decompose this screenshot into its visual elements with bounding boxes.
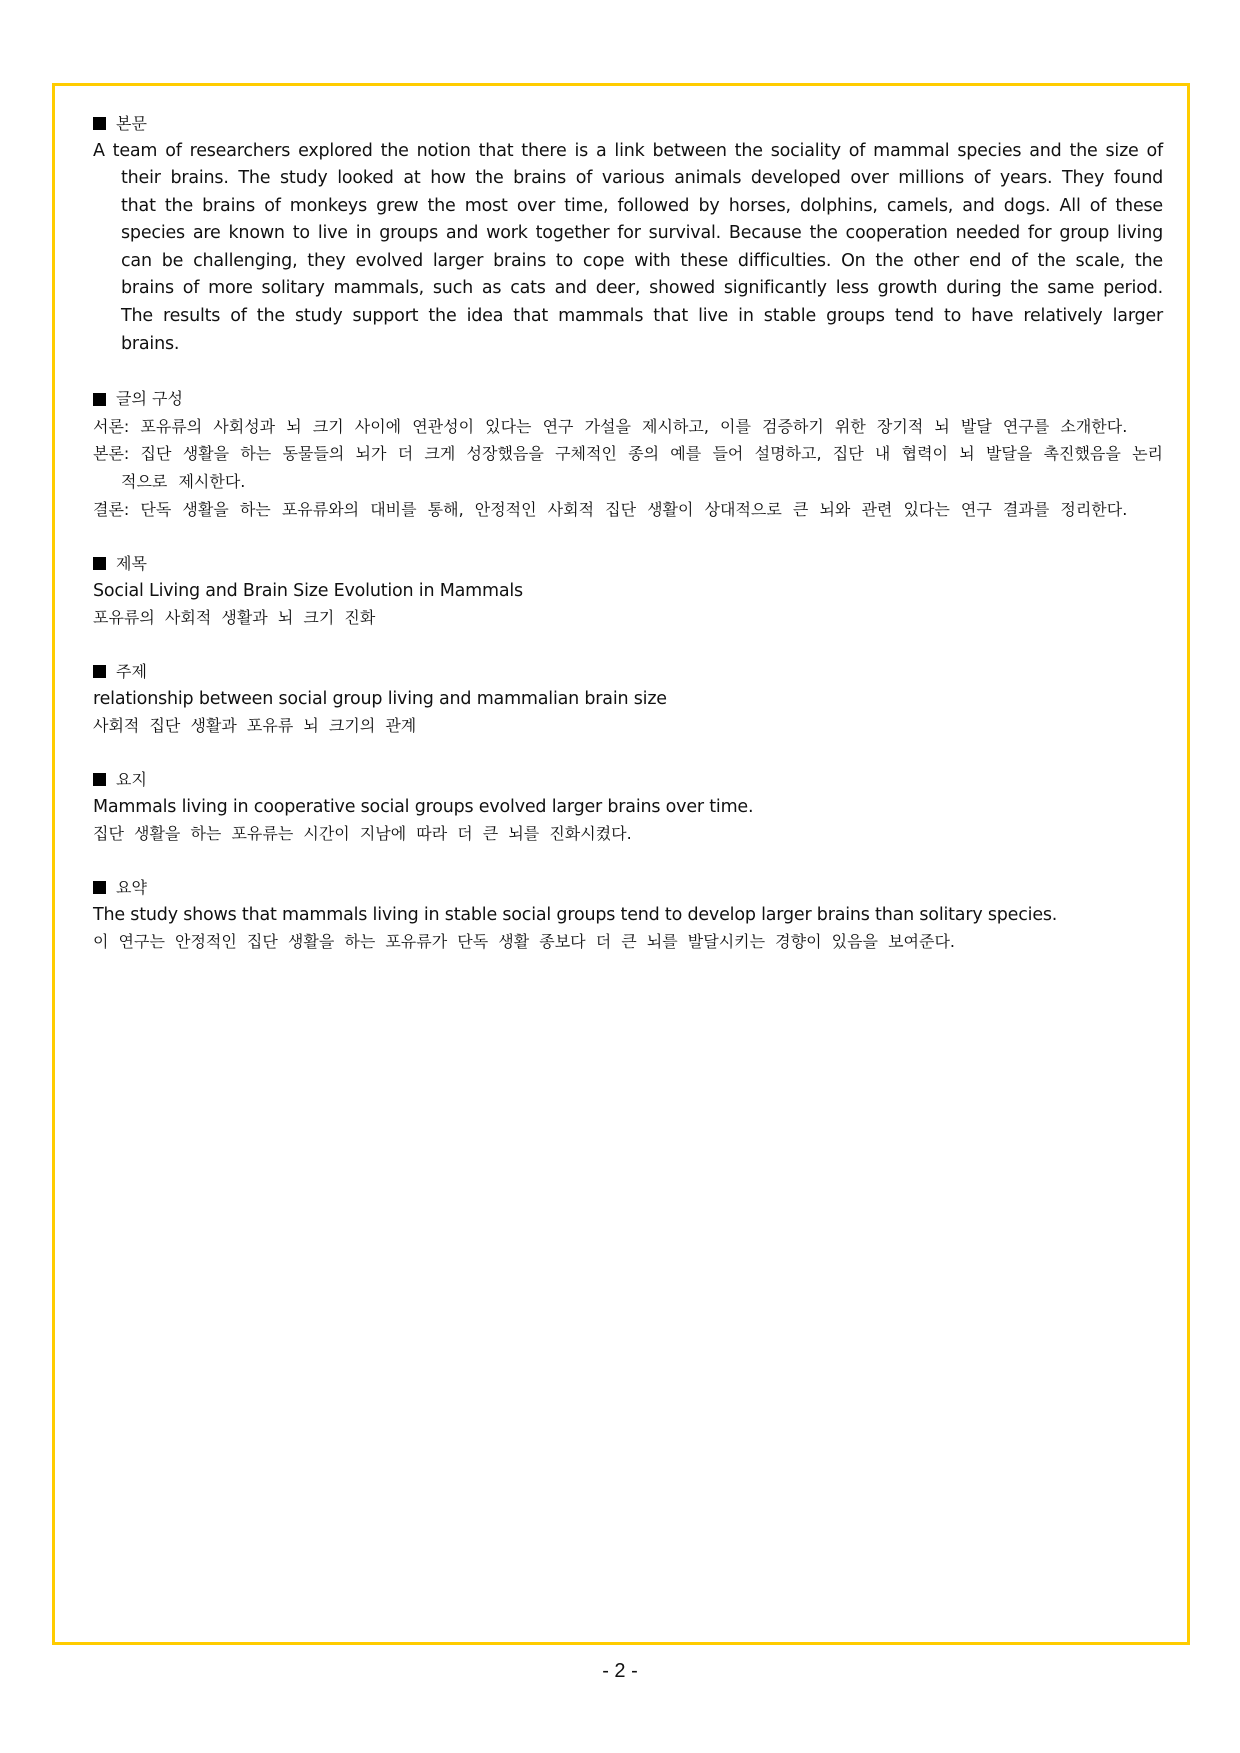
section-heading-label: 요약 bbox=[116, 878, 147, 898]
page-number: - 2 - bbox=[602, 1660, 638, 1682]
section-topic bbox=[93, 658, 1163, 739]
section-body bbox=[93, 110, 1163, 358]
topic-korean: 사회적 집단 생활과 포유류 뇌 크기의 관계 bbox=[93, 716, 417, 736]
black-square-bullet-icon bbox=[93, 117, 106, 130]
summary-english: The study shows that mammals living in stable social groups tend to develop larger brains than solitary species. bbox=[93, 904, 1058, 925]
section-heading-label: 본문 bbox=[116, 114, 147, 133]
body-paragraph: A team of researchers explored the notion that there is a link between the sociality of mammal species and the size of their brains. The study looked at how the brains of various animals developed over millions of years. They found that the brains of monkeys grew the most over time, followed by horses, dolphins, camels, and dogs. All of these species are known to live in groups and work together for survival. Because the cooperation needed for group living can be challenging, they evolved larger brains to cope with these difficulties. On the other end of the scale, the brains of more solitary mammals, such as cats and deer, showed significantly less growth during the same period. The results of the study support the idea that mammals that live in stable groups tend to have relatively larger brains. bbox=[93, 140, 1163, 354]
section-heading bbox=[93, 550, 1163, 578]
section-heading bbox=[93, 110, 1163, 138]
section-heading-label: 주제 bbox=[116, 662, 147, 682]
topic-english: relationship between social group living and mammalian brain size bbox=[93, 688, 667, 709]
section-heading bbox=[93, 874, 1163, 902]
section-title bbox=[93, 550, 1163, 631]
structure-body: 본론: 집단 생활을 하는 동물들의 뇌가 더 크게 성장했음을 구체적인 종의 예를 들어 설명하고, 집단 내 협력이 뇌 발달을 촉진했음을 논리적으로 제시한다. bbox=[93, 444, 1163, 491]
structure-intro: 서론: 포유류의 사회성과 뇌 크기 사이에 연관성이 있다는 연구 가설을 제시하고, 이를 검증하기 위한 장기적 뇌 발달 연구를 소개한다. bbox=[93, 416, 1128, 436]
document-content bbox=[93, 110, 1163, 982]
section-heading bbox=[93, 658, 1163, 686]
section-structure bbox=[93, 385, 1163, 523]
gist-english: Mammals living in cooperative social groups evolved larger brains over time. bbox=[93, 796, 754, 817]
black-square-bullet-icon bbox=[93, 773, 106, 786]
black-square-bullet-icon bbox=[93, 393, 106, 406]
section-heading-label: 제목 bbox=[116, 554, 147, 574]
black-square-bullet-icon bbox=[93, 557, 106, 570]
section-heading-label: 글의 구성 bbox=[116, 389, 183, 409]
structure-conclusion: 결론: 단독 생활을 하는 포유류와의 대비를 통해, 안정적인 사회적 집단 생활이 상대적으로 큰 뇌와 관련 있다는 연구 결과를 정리한다. bbox=[93, 499, 1128, 519]
gist-korean: 집단 생활을 하는 포유류는 시간이 지남에 따라 더 큰 뇌를 진화시켰다. bbox=[93, 824, 632, 844]
section-gist bbox=[93, 766, 1163, 847]
black-square-bullet-icon bbox=[93, 665, 106, 678]
section-summary bbox=[93, 874, 1163, 955]
section-heading bbox=[93, 385, 1163, 413]
summary-korean: 이 연구는 안정적인 집단 생활을 하는 포유류가 단독 생활 종보다 더 큰 뇌를 발달시키는 경향이 있음을 보여준다. bbox=[93, 932, 955, 952]
section-heading-label: 요지 bbox=[116, 770, 147, 790]
title-english: Social Living and Brain Size Evolution in Mammals bbox=[93, 580, 523, 601]
title-korean: 포유류의 사회적 생활과 뇌 크기 진화 bbox=[93, 608, 376, 628]
section-heading bbox=[93, 766, 1163, 794]
black-square-bullet-icon bbox=[93, 881, 106, 894]
